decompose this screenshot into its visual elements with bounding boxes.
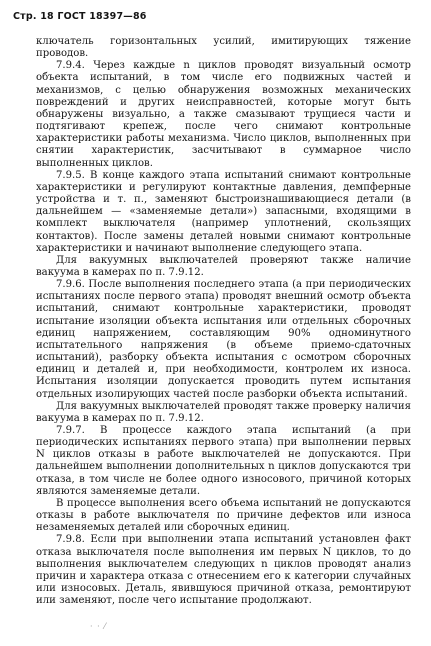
- paragraph: ключатель горизонтальных усилий, имитирующих тяжение проводов.: [36, 36, 411, 60]
- paragraph: 7.9.7. В процессе каждого этапа испытаний (а при периодических испытаниях первого этапа) при выполнении первых N циклов отказы в работе выключателей не допускаются. При дальнейшем выполнении дополнительных n циклов допускаются три отказа, в том числе не более одного износового, причиной которых являются заменяемые детали.: [36, 425, 411, 497]
- paragraph: Для вакуумных выключателей проверяют также наличие вакуума в камерах по п. 7.9.12.: [36, 254, 411, 278]
- paragraph: В процессе выполнения всего объема испытаний не допускаются отказы в работе выключателя по причине дефектов или износа незаменяемых деталей или сборочных единиц.: [36, 497, 411, 534]
- paragraph: Для вакуумных выключателей проводят также проверку наличия вакуума в камерах по п. 7.9.12.: [36, 400, 411, 424]
- paragraph: 7.9.6. После выполнения последнего этапа (а при периодических испытаниях после первого этапа) проводят внешний осмотр объекта испытаний, снимают контрольные характеристики, проводят испытание изоляции объекта испытания или отдельных сборочных единиц напряжением, составляющим 90% одноминутного испытательного напряжения (в объеме приемо-сдаточных испытаний), разборку объекта испытания с осмотром сборочных единиц и деталей и, при необходимости, контролем их износа. Испытания изоляции допускается проводить путем испытания отдельных изолирующих частей после разборки объекта испытаний.: [36, 279, 411, 400]
- page-header: Стр. 18 ГОСТ 18397—86: [13, 11, 147, 22]
- paragraph: 7.9.5. В конце каждого этапа испытаний снимают контрольные характеристики и регулируют контактные давления, демпферные устройства и т. п., заменяют быстроизнашивающиеся детали (в дальнейшем — «заменяемые детали») запасными, входящими в комплект выключателя (например уплотнений, скользящих контактов). После замены деталей новыми снимают контрольные характеристики и начинают выполнение следующего этапа.: [36, 169, 411, 254]
- paragraph: 7.9.4. Через каждые n циклов проводят визуальный осмотр объекта испытаний, в том числе его подвижных частей и механизмов, с целью обнаружения возможных механических повреждений и других неисправностей, которые могут быть обнаружены визуально, а также смазывают трущиеся части и подтягивают крепеж, после чего снимают контрольные характеристики работы механизма. Число циклов, выполненных при снятии характеристик, засчитывают в суммарное число выполненных циклов.: [36, 60, 411, 169]
- body-text: [36, 36, 411, 607]
- paragraph: 7.9.8. Если при выполнении этапа испытаний установлен факт отказа выключателя после выполнения им первых N циклов, то до выполнения выключателем следующих n циклов проводят анализ причин и характера отказа с отнесением его к категории случайных или износовых. Деталь, явившуюся причиной отказа, ремонтируют или заменяют, после чего испытание продолжают.: [36, 534, 411, 607]
- scan-mark: · · ⁄: [90, 622, 107, 631]
